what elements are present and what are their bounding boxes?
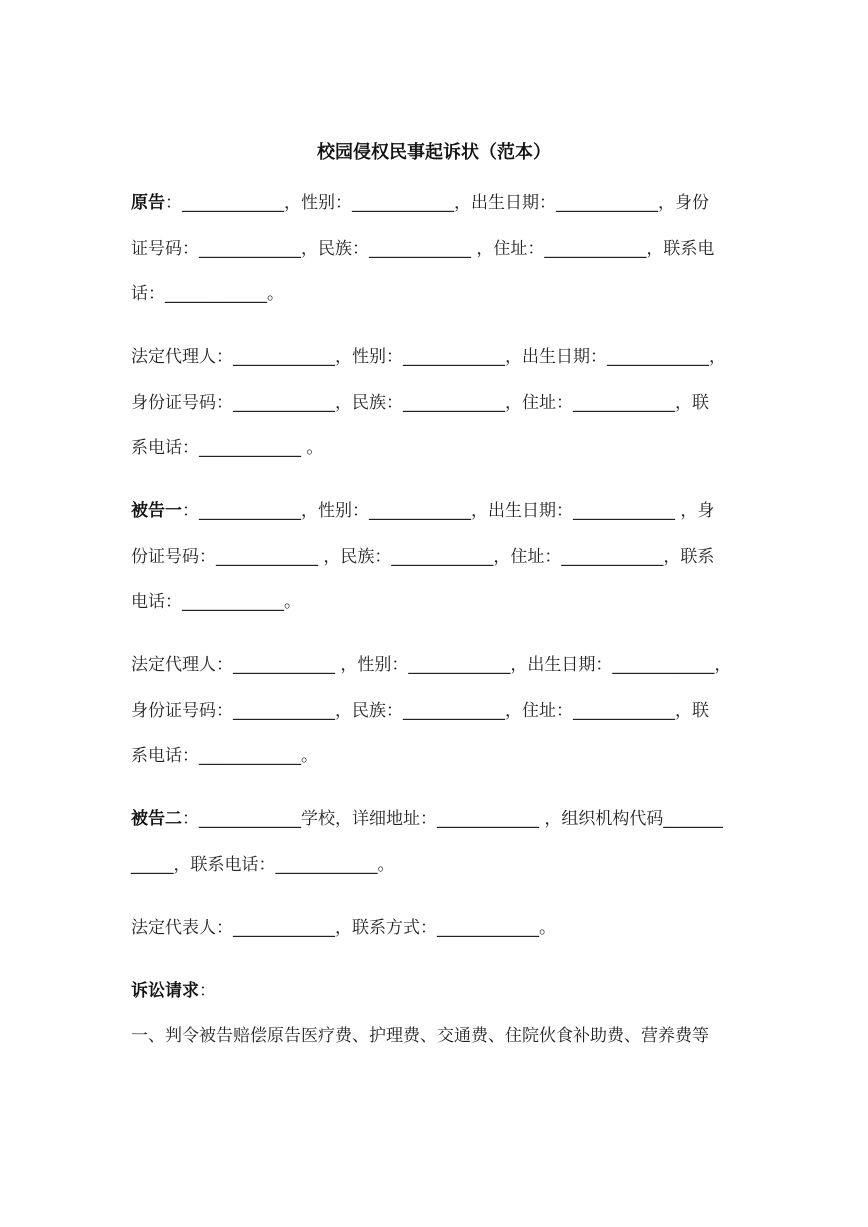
defendant1-line-2: 份证号码：____________ ，民族：____________，住址：____________，联系 xyxy=(131,547,715,567)
defendant1-agent-line-3: 系电话：____________。 xyxy=(131,746,318,766)
claims-item-1: 一、判令被告赔偿原告医疗费、护理费、交通费、住院伙食补助费、营养费等 xyxy=(131,1026,709,1046)
defendant1-label: 被告一 xyxy=(131,501,182,521)
legal-rep-line-1: 法定代表人：____________，联系方式：____________。 xyxy=(131,918,556,938)
plaintiff-agent-line-3: 系电话：____________ 。 xyxy=(131,438,324,458)
claims-heading xyxy=(131,979,771,1003)
plaintiff-agent-line-2: 身份证号码：____________，民族：____________，住址：____________，联 xyxy=(131,393,709,413)
defendant1-line-1 xyxy=(131,499,771,523)
defendant2-line-1-text: ：____________学校，详细地址：____________ ，组织机构代码_______ xyxy=(182,809,723,829)
defendant1-line-3: 电话：____________。 xyxy=(131,592,301,612)
plaintiff-line-2: 证号码：____________，民族：____________ ，住址：____________，联系电 xyxy=(131,239,715,259)
plaintiff-agent-line-1: 法定代理人：____________，性别：____________，出生日期：____________， xyxy=(131,347,726,367)
defendant2-line-2: _____，联系电话：____________。 xyxy=(131,855,395,875)
defendant1-agent-line-1: 法定代理人：____________ ，性别：____________，出生日期：____________， xyxy=(131,655,732,675)
document-title: 校园侵权民事起诉状（范本） xyxy=(317,142,551,163)
defendant1-line-1-text: ：____________，性别：____________，出生日期：____________ ，身 xyxy=(182,501,715,521)
defendant2-label: 被告二 xyxy=(131,809,182,829)
claims-label: 诉讼请求 xyxy=(131,981,199,1001)
plaintiff-label: 原告 xyxy=(131,193,165,213)
plaintiff-line-1-text: ：____________，性别：____________，出生日期：____________，身份 xyxy=(165,193,709,213)
plaintiff-line-1 xyxy=(131,191,771,215)
claims-suffix: ： xyxy=(199,981,216,1001)
defendant1-agent-line-2: 身份证号码：____________，民族：____________，住址：____________，联 xyxy=(131,701,709,721)
defendant2-line-1 xyxy=(131,807,771,831)
plaintiff-line-3: 话：____________。 xyxy=(131,284,284,304)
